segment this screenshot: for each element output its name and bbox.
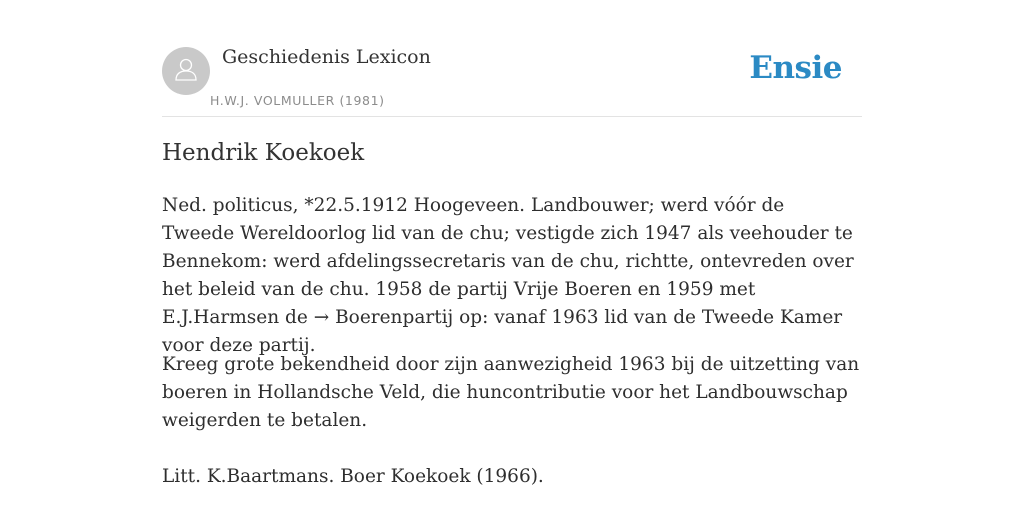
page-title: Hendrik Koekoek — [162, 140, 365, 166]
header — [162, 0, 862, 117]
lexicon-title[interactable]: Geschiedenis Lexicon — [222, 46, 431, 68]
literature-reference: Litt. K.Baartmans. Boer Koekoek (1966). — [162, 466, 544, 487]
article-paragraph: Kreeg grote bekendheid door zijn aanwezigheid 1963 bij de uitzetting van boeren in Hollandsche Veld, die huncontributie voor het Landbouwschap weigerden te betalen. — [162, 354, 860, 431]
brand-logo[interactable]: Ensie — [749, 50, 842, 86]
article-paragraph: Ned. politicus, *22.5.1912 Hoogeveen. Landbouwer; werd vóór de Tweede Wereldoorlog lid van de chu; vestigde zich 1947 als veehouder te Bennekom: werd afdelingssecretaris van de chu, richtte, ontevreden over het beleid van de chu. 1958 de partij Vrije Boeren en 1959 met E.J.Harmsen de → Boerenpartij op: vanaf 1963 lid van de Tweede Kamer voor deze partij. — [162, 195, 854, 356]
avatar[interactable] — [162, 47, 210, 95]
author-byline[interactable]: H.W.J. VOLMULLER (1981) — [210, 93, 385, 108]
user-avatar-icon — [171, 54, 201, 88]
page — [162, 0, 862, 512]
